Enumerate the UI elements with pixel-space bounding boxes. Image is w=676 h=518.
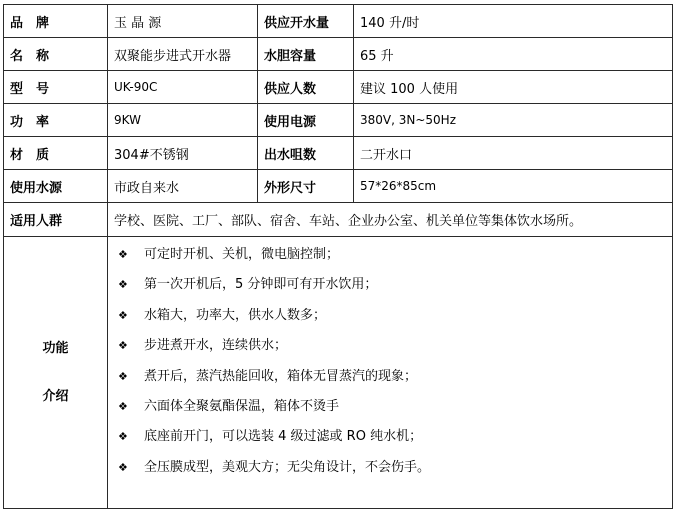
- feature-item: ❖ 可定时开机、关机，微电脑控制；: [108, 240, 672, 270]
- value-water-source: 市政自来水: [108, 170, 258, 203]
- label-features: [4, 237, 108, 509]
- feature-item: ❖ 底座前开门，可以选装 4 级过滤或 RO 纯水机；: [108, 422, 672, 452]
- label-material: 材 质: [4, 137, 108, 170]
- value-material: 304#不锈钢: [108, 137, 258, 170]
- label-features-line1: 功能: [42, 340, 69, 356]
- spec-row-applicable: [4, 203, 673, 237]
- feature-item: ❖ 煮开后，蒸汽热能回收，箱体无冒蒸汽的现象；: [108, 362, 672, 392]
- value-brand: 玉 晶 源: [108, 5, 258, 38]
- spec-row-brand: [4, 5, 673, 38]
- feature-item: ❖ 六面体全聚氨酯保温，箱体不烫手: [108, 392, 672, 422]
- diamond-bullet-icon: ❖: [118, 339, 128, 353]
- label-features-line2: 介绍: [42, 388, 69, 404]
- diamond-bullet-icon: ❖: [118, 308, 128, 322]
- diamond-bullet-icon: ❖: [118, 460, 128, 474]
- diamond-bullet-icon: ❖: [118, 430, 128, 444]
- label-power-supply: 使用电源: [258, 104, 354, 137]
- diamond-bullet-icon: ❖: [118, 248, 128, 261]
- diamond-bullet-icon: ❖: [118, 278, 128, 292]
- label-name: 名 称: [4, 38, 108, 71]
- value-power: 9KW: [108, 104, 258, 137]
- feature-item: ❖ 全压膜成型，美观大方；无尖角设计，不会伤手。: [108, 453, 672, 483]
- value-model: UK-90C: [108, 71, 258, 104]
- value-dimensions: 57*26*85cm: [354, 170, 673, 203]
- feature-item: ❖ 水箱大，功率大，供水人数多；: [108, 301, 672, 331]
- spec-row-model: [4, 71, 673, 104]
- value-tank-capacity: 65 升: [354, 38, 673, 71]
- value-outlets: 二开水口: [354, 137, 673, 170]
- diamond-bullet-icon: ❖: [118, 369, 128, 383]
- feature-item: ❖ 步进煮开水，连续供水；: [108, 331, 672, 361]
- features-list: [108, 237, 673, 509]
- spec-row-name: [4, 38, 673, 71]
- value-name: 双聚能步进式开水器: [108, 38, 258, 71]
- value-users: 建议 100 人使用: [354, 71, 673, 104]
- label-power: 功 率: [4, 104, 108, 137]
- spec-table: [3, 4, 673, 509]
- label-tank-capacity: 水胆容量: [258, 38, 354, 71]
- spec-row-material: [4, 137, 673, 170]
- diamond-bullet-icon: ❖: [118, 399, 128, 413]
- label-dimensions: 外形尺寸: [258, 170, 354, 203]
- label-water-source: 使用水源: [4, 170, 108, 203]
- label-applicable: 适用人群: [4, 203, 108, 237]
- feature-item: ❖ 第一次开机后，5 分钟即可有开水饮用；: [108, 270, 672, 300]
- spec-row-features: [4, 237, 673, 509]
- label-outlets: 出水咀数: [258, 137, 354, 170]
- spec-row-power: [4, 104, 673, 137]
- spec-row-water-source: [4, 170, 673, 203]
- label-users: 供应人数: [258, 71, 354, 104]
- value-applicable: 学校、医院、工厂、部队、宿舍、车站、企业办公室、机关单位等集体饮水场所。: [108, 203, 673, 237]
- label-brand: 品 牌: [4, 5, 108, 38]
- value-power-supply: 380V, 3N~50Hz: [354, 104, 673, 137]
- label-water-output: 供应开水量: [258, 5, 354, 38]
- value-water-output: 140 升/时: [354, 5, 673, 38]
- label-model: 型 号: [4, 71, 108, 104]
